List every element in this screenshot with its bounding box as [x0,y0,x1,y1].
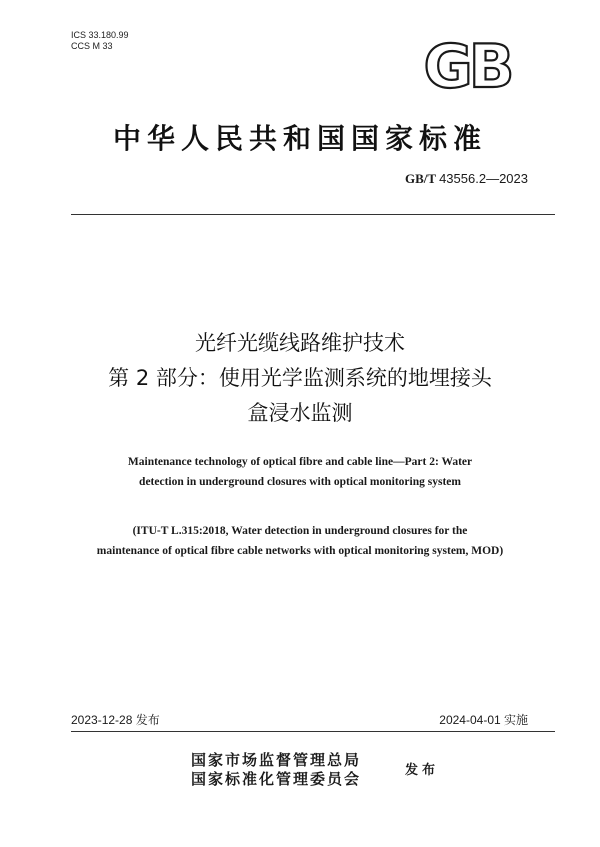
top-divider [71,214,555,215]
chinese-title-line-2: 第 2 部分：使用光学监测系统的地埋接头 [108,366,492,390]
implement-date: 2024-04-01 实施 [439,713,528,727]
ics-code: ICS 33.180.99 [71,30,129,40]
gb-logo [408,40,526,92]
national-standard-title: 中华人民共和国国家标准 [112,122,487,155]
classification-codes [71,30,129,52]
gb-logo-text: GB [423,40,511,92]
standard-number [405,171,528,187]
chinese-title-line-1: 光纤光缆线路维护技术 [195,331,405,355]
chinese-title-line-3: 盒浸水监测 [247,401,353,425]
ccs-code: CCS M 33 [71,41,113,51]
issuer-sac: 国家标准化管理委员会 [191,770,362,788]
itu-reference-line-2: maintenance of optical fibre cable networks with optical monitoring system, MOD) [96,545,504,557]
english-title-line-2: detection in underground closures with optical monitoring system [139,476,461,488]
issue-date: 2023-12-28 发布 [71,713,160,727]
issuer-samr: 国家市场监督管理总局 [191,751,362,769]
standard-number-value: 43556.2—2023 [439,171,528,186]
english-title-line-1: Maintenance technology of optical fibre and cable line—Part 2: Water [127,456,473,468]
itu-reference [0,521,600,561]
itu-reference-line-1: (ITU-T L.315:2018, Water detection in underground closures for the [132,525,468,537]
standard-prefix: GB/T [404,171,436,186]
chinese-title [0,326,600,431]
bottom-divider [71,731,555,732]
english-title [0,452,600,492]
issuing-authorities [191,751,361,789]
publish-label: 发布 [405,763,440,778]
